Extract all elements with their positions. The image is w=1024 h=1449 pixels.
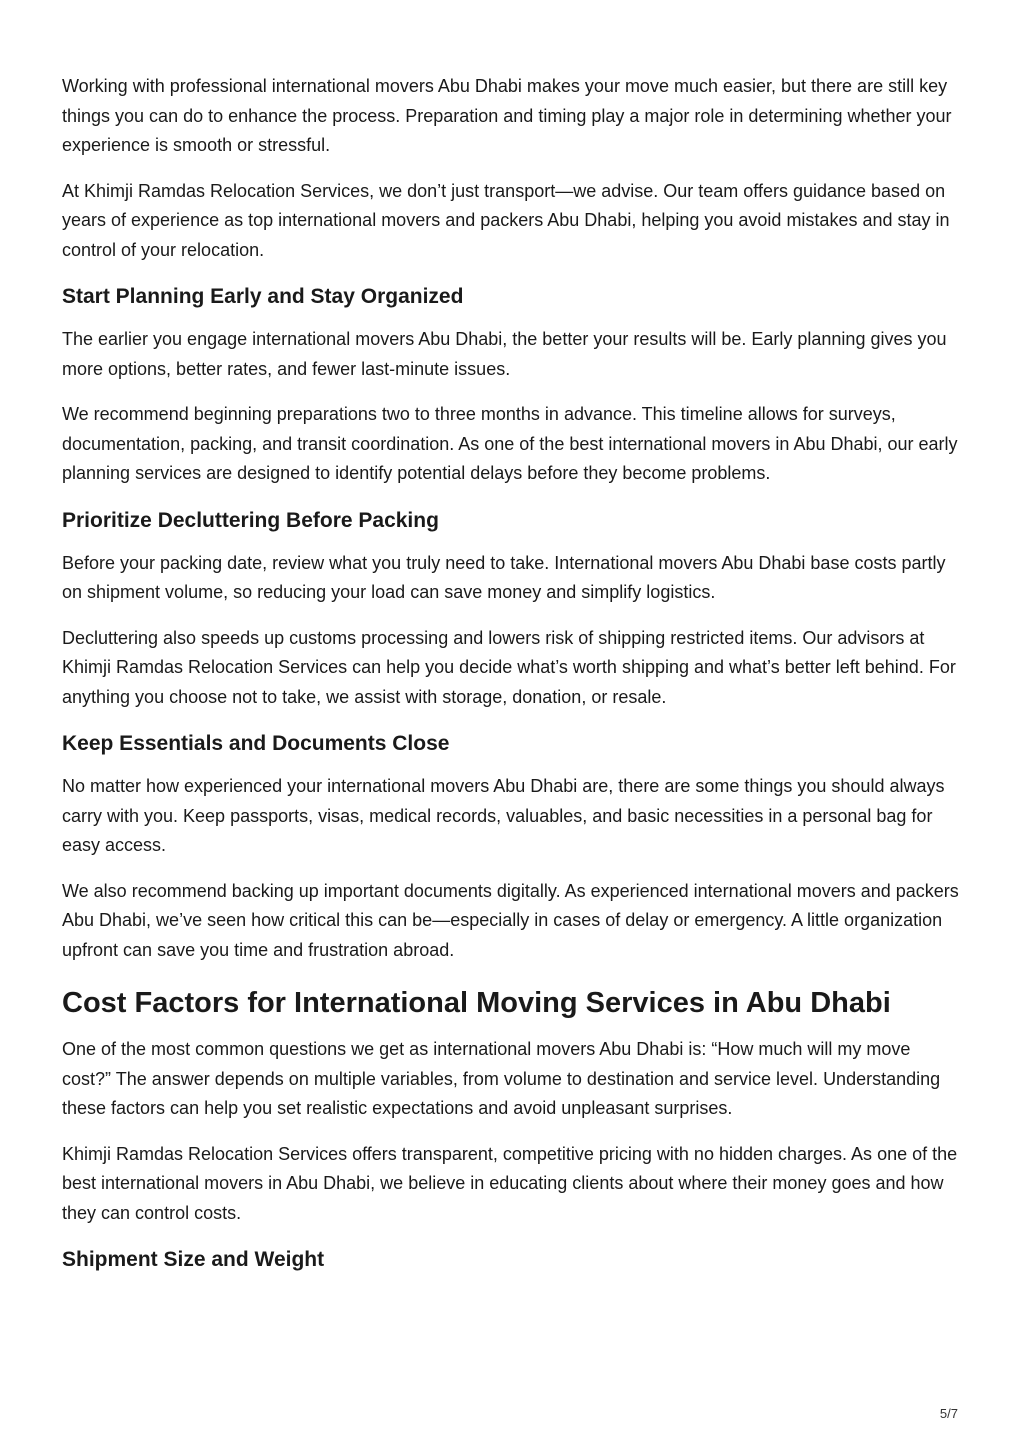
paragraph: Before your packing date, review what you truly need to take. International movers Abu Dhabi base costs partly on shipment volume, so reducing your load can save money and simplify logistics.: [62, 552, 946, 602]
paragraph: Working with professional international movers Abu Dhabi makes your move much easier, but there are still key things you can do to enhance the process. Preparation and timing play a major role in determining whether your experience is smooth or stressful.: [62, 76, 952, 155]
paragraph: At Khimji Ramdas Relocation Services, we don’t just transport—we advise. Our team offers guidance based on years of experience as top international movers and packers Abu Dhabi, helping you avoid mistakes and stay in control of your relocation.: [62, 180, 950, 260]
paragraph: Khimji Ramdas Relocation Services offers transparent, competitive pricing with no hidden charges. As one of the best international movers in Abu Dhabi, we believe in educating clients about where their money goes and how they can control costs.: [62, 1143, 958, 1223]
section-heading: Shipment Size and Weight: [62, 1248, 325, 1271]
document-body: [62, 72, 962, 1288]
paragraph: No matter how experienced your international movers Abu Dhabi are, there are some things you should always carry with you. Keep passports, visas, medical records, valuables, and basic necessities in a personal bag for easy access.: [62, 776, 945, 855]
section-heading: Start Planning Early and Stay Organized: [62, 285, 464, 308]
main-heading: Cost Factors for International Moving Services in Abu Dhabi: [62, 987, 891, 1019]
paragraph: One of the most common questions we get as international movers Abu Dhabi is: “How much will my move cost?” The answer depends on multiple variables, from volume to destination and service level. Understanding these factors can help you set realistic expectations and avoid unpleasant surprises.: [62, 1039, 941, 1118]
section-heading: Keep Essentials and Documents Close: [62, 732, 450, 755]
paragraph: We recommend beginning preparations two to three months in advance. This timeline allows for surveys, documentation, packing, and transit coordination. As one of the best international movers in Abu Dhabi, our early planning services are designed to identify potential delays before they become problems.: [62, 404, 958, 483]
page-number: 5/7: [939, 1406, 958, 1421]
paragraph: Decluttering also speeds up customs processing and lowers risk of shipping restricted items. Our advisors at Khimji Ramdas Relocation Services can help you decide what’s worth shipping and what’s better left behind. For anything you choose not to take, we assist with storage, donation, or resale.: [62, 627, 956, 707]
paragraph: The earlier you engage international movers Abu Dhabi, the better your results will be. Early planning gives you more options, better rates, and fewer last-minute issues.: [62, 329, 947, 379]
paragraph: We also recommend backing up important documents digitally. As experienced international movers and packers Abu Dhabi, we’ve seen how critical this can be—especially in cases of delay or emergency. A little organization upfront can save you time and frustration abroad.: [62, 880, 959, 960]
section-heading: Prioritize Decluttering Before Packing: [62, 508, 439, 532]
